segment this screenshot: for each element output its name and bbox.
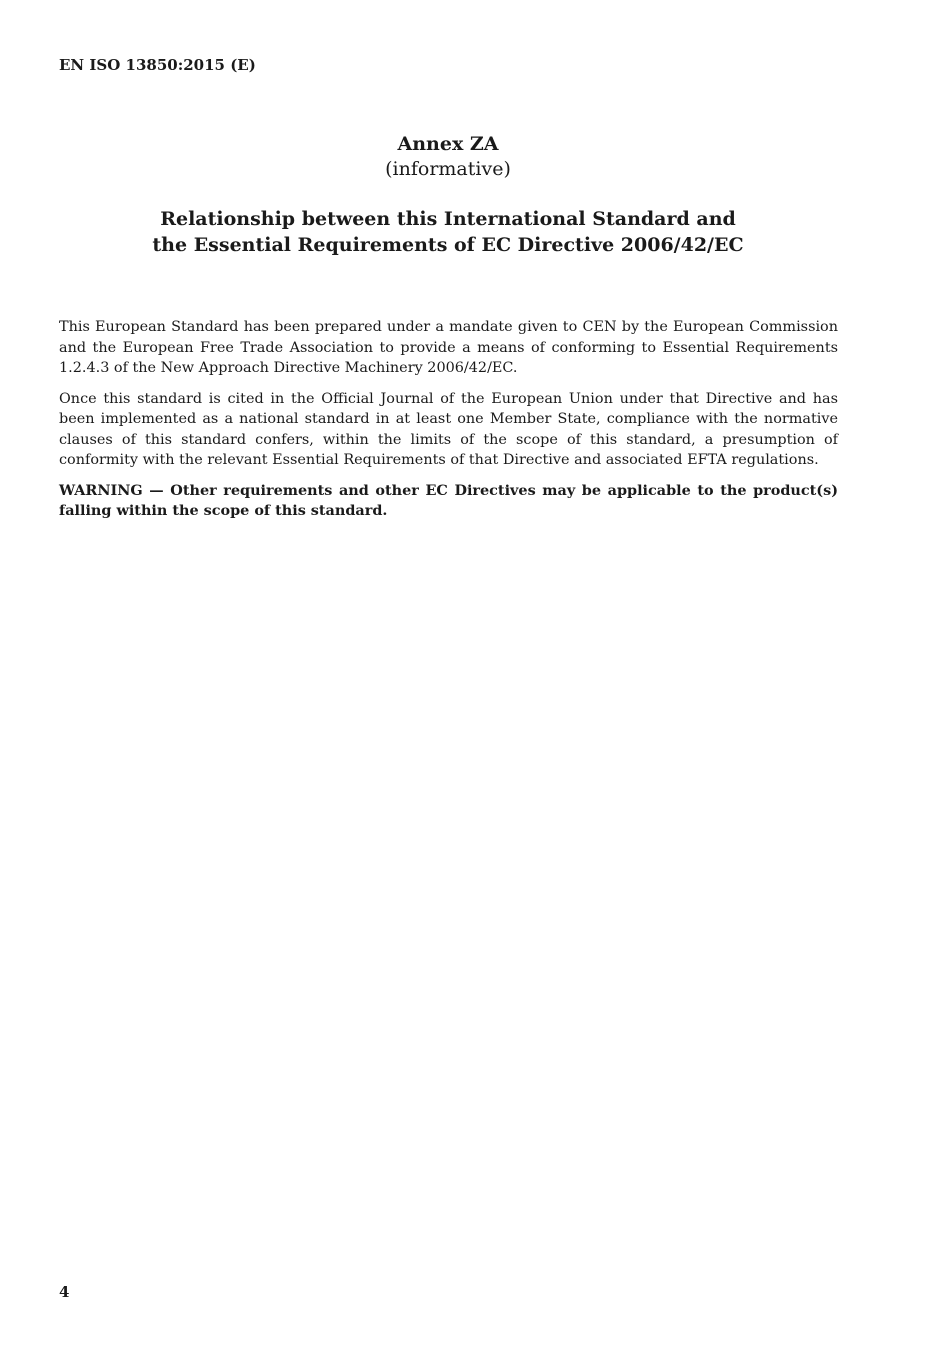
annex-heading-line-2: the Essential Requirements of EC Directive 2006/42/EC — [152, 234, 744, 256]
document-header: EN ISO 13850:2015 (E) — [59, 56, 256, 74]
paragraph-mandate: This European Standard has been prepared under a mandate given to CEN by the European Commission and the European Free Trade Association to provide a means of conforming to Essential Requirements 1.2.4.3 of the New Approach Directive Machinery 2006/42/EC. — [59, 319, 838, 376]
warning-paragraph: WARNING — Other requirements and other EC Directives may be applicable to the product(s) falling within the scope of this standard. — [59, 481, 838, 519]
paragraph-presumption: Once this standard is cited in the Official Journal of the European Union under that Directive and has been implemented as a national standard in at least one Member State, compliance with the normative clauses of this standard confers, within the limits of the scope of this standard, a presumption of conformity with the relevant Essential Requirements of that Directive and associated EFTA regulations. — [59, 390, 838, 468]
annex-type: (informative) — [385, 158, 511, 180]
annex-heading-line-1: Relationship between this International Standard and — [160, 208, 736, 230]
annex-title: Annex ZA — [397, 133, 499, 155]
page-number: 4 — [59, 1283, 70, 1301]
annex-heading — [0, 206, 896, 258]
annex-title-block — [0, 132, 950, 182]
body-text — [59, 317, 838, 532]
